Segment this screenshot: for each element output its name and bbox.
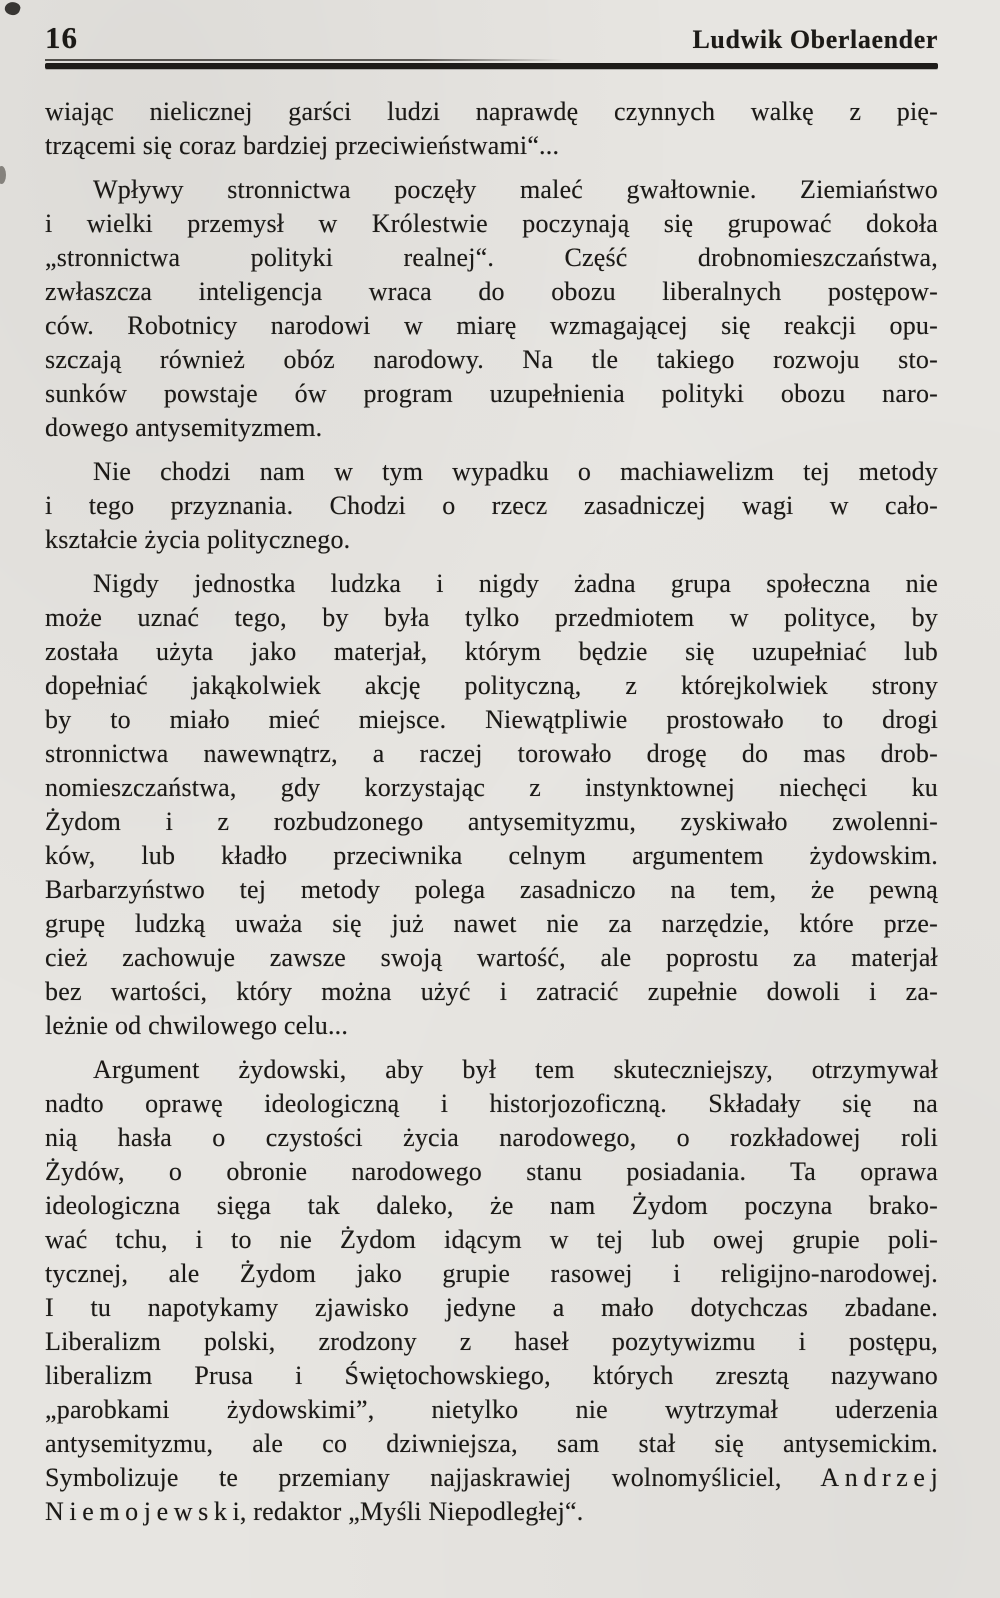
text-line: ców. Robotnicy narodowi w miarę wzmagającej się reakcji opu- — [45, 311, 938, 340]
paragraph — [45, 173, 938, 445]
text-line: Nigdy jednostka ludzka i nigdy żadna grupa społeczna nie — [93, 569, 938, 598]
text-line: może uznać tego, by była tylko przedmiotem w polityce, by — [45, 603, 938, 632]
text-line: nią hasła o czystości życia narodowego, o rozkładowej roli — [45, 1123, 938, 1152]
text-line: ideologiczna sięga tak daleko, że nam Żydom poczyna brako- — [45, 1191, 938, 1220]
page-number: 16 — [45, 20, 78, 55]
text-line: I tu napotykamy zjawisko jedyne a mało dotychczas zbadane. — [45, 1293, 938, 1322]
text-line: Żydów, o obronie narodowego stanu posiadania. Ta oprawa — [45, 1157, 938, 1186]
text-line: sunków powstaje ów program uzupełnienia polityki obozu naro- — [45, 379, 938, 408]
page-body — [45, 95, 938, 1529]
text-line: nadto oprawę ideologiczną i historjozoficzną. Składały się na — [45, 1089, 938, 1118]
text-line: szczają również obóz narodowy. Na tle takiego rozwoju sto- — [45, 345, 938, 374]
text-line: „stronnictwa polityki realnej“. Część drobnomieszczaństwa, — [45, 243, 938, 272]
running-head-author: Ludwik Oberlaender — [692, 25, 938, 54]
text-line: i wielki przemysł w Królestwie poczynają się grupować dokoła — [45, 209, 938, 238]
paragraph — [45, 95, 938, 163]
text-line: bez wartości, który można użyć i zatracić zupełnie dowoli i za- — [45, 977, 938, 1006]
text-line: Symbolizuje te przemiany najjaskrawiej wolnomyśliciel, A n d r z e j — [45, 1463, 938, 1492]
text-line: N i e m o j e w s k i, redaktor „Myśli Niepodległej“. — [45, 1497, 584, 1526]
text-line: wiając nielicznej garści ludzi naprawdę czynnych walkę z pię- — [45, 97, 938, 126]
text-line: trzącemi się coraz bardziej przeciwieństwami“... — [45, 131, 560, 160]
text-line: kształcie życia politycznego. — [45, 525, 351, 554]
scan-artifact — [0, 166, 6, 184]
text-line: antysemityzmu, ale co dziwniejsza, sam stał się antysemickim. — [45, 1429, 938, 1458]
text-line: zwłaszcza inteligencja wraca do obozu liberalnych postępow- — [45, 277, 938, 306]
text-line: „parobkami żydowskimi”, nietylko nie wytrzymał uderzenia — [45, 1395, 938, 1424]
text-line: została użyta jako materjał, którym będzie się uzupełniać lub — [45, 637, 938, 666]
text-line: cież zachowuje zawsze swoją wartość, ale poprostu za materjał — [45, 943, 938, 972]
text-line: stronnictwa nawewnątrz, a raczej torowało drogę do mas drob- — [45, 739, 938, 768]
text-line: liberalizm Prusa i Świętochowskiego, których zresztą nazywano — [45, 1361, 938, 1390]
text-line: Liberalizm polski, zrodzony z haseł pozytywizmu i postępu, — [45, 1327, 938, 1356]
text-line: tycznej, ale Żydom jako grupie rasowej i religijno-narodowej. — [45, 1259, 938, 1288]
paragraph — [45, 567, 938, 1043]
header-rule-thin — [45, 59, 938, 61]
paragraph — [45, 1053, 938, 1529]
text-line: nomieszczaństwa, gdy korzystając z instynktownej niechęci ku — [45, 773, 938, 802]
text-line: Wpływy stronnictwa poczęły maleć gwałtownie. Ziemiaństwo — [93, 175, 938, 204]
text-line: leżnie od chwilowego celu... — [45, 1011, 349, 1040]
text-line: ków, lub kładło przeciwnika celnym argumentem żydowskim. — [45, 841, 938, 870]
header-rule-thick — [45, 63, 938, 69]
text-line: by to miało mieć miejsce. Niewątpliwie prostowało to drogi — [45, 705, 938, 734]
text-line: Argument żydowski, aby był tem skuteczniejszy, otrzymywał — [93, 1055, 938, 1084]
text-line: i tego przyznania. Chodzi o rzecz zasadniczej wagi w cało- — [45, 491, 938, 520]
text-line: dowego antysemityzmem. — [45, 413, 323, 442]
text-line: Nie chodzi nam w tym wypadku o machiawelizm tej metody — [93, 457, 938, 486]
header-rule — [45, 59, 938, 69]
text-line: Barbarzyństwo tej metody polega zasadniczo na tem, że pewną — [45, 875, 938, 904]
page-header — [0, 0, 1000, 56]
text-line: dopełniać jakąkolwiek akcję polityczną, z którejkolwiek strony — [45, 671, 938, 700]
text-line: wać tchu, i to nie Żydom idącym w tej lub owej grupie poli- — [45, 1225, 938, 1254]
text-line: Żydom i z rozbudzonego antysemityzmu, zyskiwało zwolenni- — [45, 807, 938, 836]
paragraph — [45, 455, 938, 557]
text-line: grupę ludzką uważa się już nawet nie za narzędzie, które prze- — [45, 909, 938, 938]
